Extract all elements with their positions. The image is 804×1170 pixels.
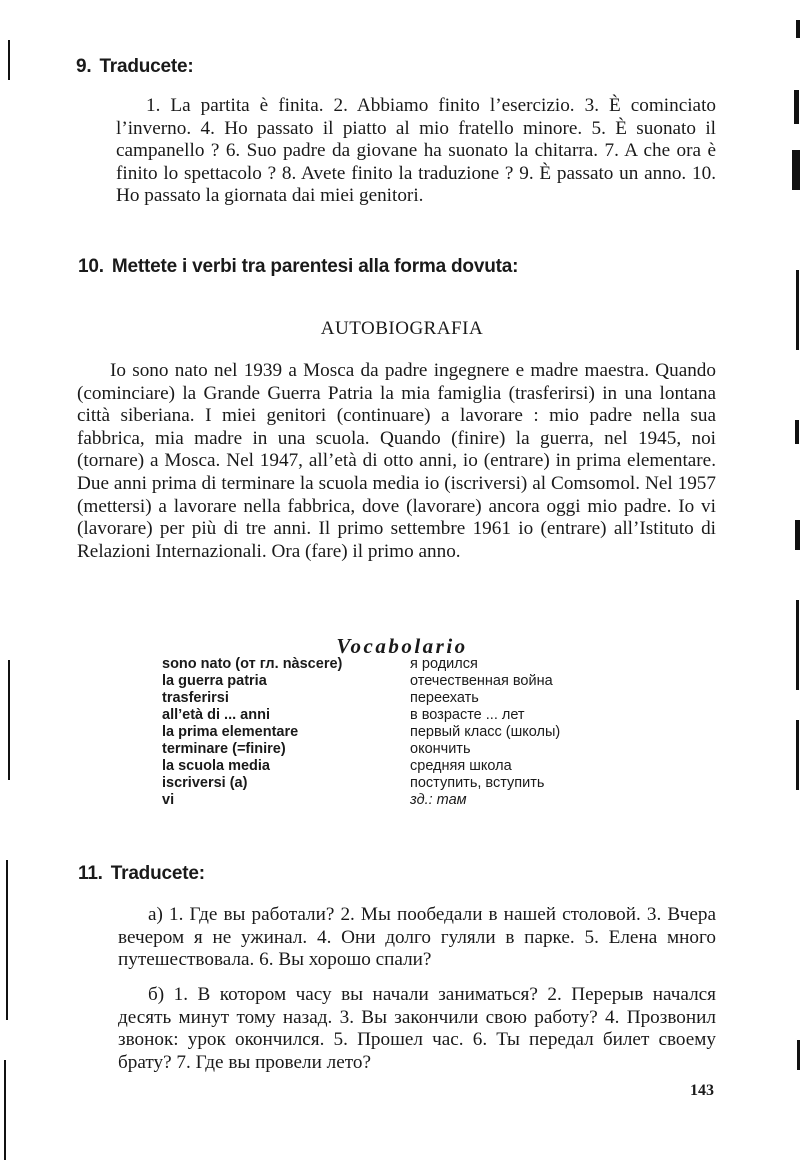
scan-edge-mark [792, 150, 800, 190]
scan-edge-mark [794, 90, 799, 124]
vocab-row [162, 656, 622, 673]
vocab-translation: переехать [410, 690, 479, 706]
scan-edge-mark [796, 270, 799, 350]
vocab-row [162, 775, 622, 792]
scan-edge-mark [4, 1060, 6, 1160]
vocab-row [162, 741, 622, 758]
vocab-term: trasferirsi [162, 690, 229, 706]
exercise-10-title: Mettete i verbi tra parentesi alla forma dovuta: [111, 256, 519, 277]
exercise-11-part-b-text: б) 1. В котором часу вы начали заниматься? 2. Перерыв начался десять минут тому назад. 3. Вы закончили свою работу? 4. Прозвонил звонок: урок окончился. 5. Прошел час. 6. Ты передал билет своему брату? 7. Где вы провели лето? [118, 984, 716, 1073]
vocab-translation: в возрасте ... лет [410, 707, 525, 723]
vocab-term: la guerra patria [162, 673, 267, 689]
exercise-11-heading [78, 863, 205, 885]
exercise-10-number: 10. [78, 256, 104, 277]
scan-edge-mark [795, 420, 799, 444]
vocab-term: sono nato (от гл. nàscere) [162, 656, 343, 672]
exercise-11-number: 11. [78, 863, 103, 884]
scan-edge-mark [797, 1040, 800, 1070]
story-text [77, 360, 716, 563]
exercise-10-heading [78, 256, 518, 278]
vocab-term: all’età di ... anni [162, 707, 270, 723]
page-number: 143 [690, 1082, 714, 1099]
vocab-translation: поступить, вступить [410, 775, 545, 791]
scan-edge-mark [8, 660, 10, 780]
vocab-row [162, 724, 622, 741]
vocab-row [162, 758, 622, 775]
vocabulary-table [162, 656, 622, 809]
vocab-row [162, 690, 622, 707]
scan-edge-mark [796, 20, 800, 38]
exercise-9-text [116, 95, 716, 208]
scan-edge-mark [8, 40, 10, 80]
vocab-term: la scuola media [162, 758, 270, 774]
vocab-translation: отечественная война [410, 673, 553, 689]
vocab-term: la prima elementare [162, 724, 299, 740]
scan-edge-mark [6, 860, 8, 1020]
story-body: Io sono nato nel 1939 a Mosca da padre ingegnere e madre maestra. Quando (cominciare) la Grande Guerra Patria la mia famiglia (trasferirsi) in una lontana città siberiana. I miei genitori (continuare) a lavorare : mio padre nella sua fabbrica, mia madre in una scuola. Quando (finire) la guerra, nel 1945, noi (tornare) a Mosca. Nel 1947, all’età di otto anni, io (entrare) in prima elementare. Due anni prima di terminare la scuola media io (iscriversi) al Comsomol. Nel 1957 (mettersi) a lavorare nella fabbrica, dove (lavorare) ancora oggi mio padre. Io vi (lavorare) per più di tre anni. Il primo settembre 1961 io (entrare) all’Istituto di Relazioni Internazionali. Ora (fare) il primo anno. [77, 360, 716, 562]
exercise-9-title: Traducete: [99, 56, 194, 77]
vocab-translation: окончить [410, 741, 471, 757]
vocab-term: iscriversi (a) [162, 775, 248, 791]
vocab-translation: зд.: там [410, 792, 467, 808]
scan-edge-mark [796, 600, 799, 690]
vocab-row [162, 792, 622, 809]
vocab-term: vi [162, 792, 175, 808]
vocab-row [162, 707, 622, 724]
exercise-9-heading [76, 56, 194, 78]
vocab-translation: я родился [410, 656, 478, 672]
exercise-9-number: 9. [76, 56, 92, 77]
vocabulary-title: Vocabolario [336, 634, 468, 658]
vocab-translation: первый класс (школы) [410, 724, 561, 740]
vocab-translation: средняя школа [410, 758, 512, 774]
scan-edge-mark [796, 720, 799, 790]
vocab-term: terminare (=finire) [162, 741, 286, 757]
exercise-11-title: Traducete: [110, 863, 205, 884]
exercise-9-body: 1. La partita è finita. 2. Abbiamo finito l’esercizio. 3. È cominciato l’inverno. 4. Ho passato il piatto al mio fratello minore. 5. È suonato il campanello ? 6. Suo padre da giovane ha suonato la chitarra. 7. A che ora è finito lo spettacolo ? 8. Avete finito la traduzione ? 9. È passato un anno. 10. Ho passato la giornata dai miei genitori. [116, 95, 716, 207]
story-title: AUTOBIOGRAFIA [320, 318, 484, 339]
vocab-row [162, 673, 622, 690]
scan-edge-mark [795, 520, 800, 550]
exercise-11-part-b [118, 984, 716, 1074]
exercise-11-part-a-text: а) 1. Где вы работали? 2. Мы пообедали в нашей столовой. 3. Вчера вечером я не ужинал. 4. Они долго гуляли в парке. 5. Елена много путешествовала. 6. Вы хорошо спали? [118, 904, 716, 971]
exercise-11-part-a [118, 904, 716, 972]
